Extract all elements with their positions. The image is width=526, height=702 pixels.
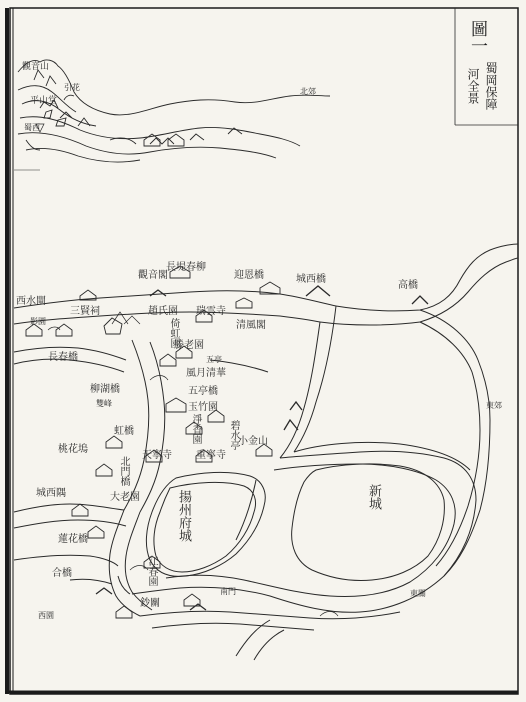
- label-beijiao: 北郊: [300, 87, 316, 96]
- label-dalao: 大老園: [110, 492, 140, 503]
- label-yinghuan: 迎恩橋: [234, 270, 264, 281]
- label-sanxiangmiao: 三賢祠: [70, 306, 100, 317]
- label-nanmen: 南門: [220, 587, 236, 596]
- label-wuting-bridge: 五亭: [206, 355, 222, 364]
- label-taohua: 桃花塢: [58, 444, 88, 455]
- label-liuhu-bridge: 柳湖橋: [90, 384, 120, 395]
- label-bishui: 碧水亭: [228, 420, 239, 450]
- label-qingfeng: 清風閣: [236, 320, 266, 331]
- buildings: [26, 134, 280, 618]
- label-xincheng: 新城: [366, 484, 381, 510]
- label-tianning: 天寧寺: [142, 450, 172, 461]
- label-guantangyu: 觀音閣: [138, 270, 168, 281]
- label-yuzhu: 玉竹園: [188, 402, 218, 413]
- label-chongning: 重寧寺: [196, 450, 226, 461]
- hill-marks: [48, 312, 338, 616]
- label-shanxi: 城西隅: [36, 488, 66, 499]
- label-wufeng: 五亭橋: [188, 386, 218, 397]
- label-mountain-hall: 平山堂: [30, 96, 58, 106]
- figure-label: 圖一: [467, 20, 487, 54]
- label-chuanguan: 鈔關: [140, 598, 160, 609]
- label-zhanghuan: 趙氏園: [148, 306, 178, 317]
- label-shuxi: 蜀西: [24, 123, 40, 132]
- label-ruiyun: 瑞雲寺: [196, 306, 226, 317]
- mountain-scene: [18, 60, 330, 162]
- label-xiyuan: 西園: [38, 611, 54, 620]
- title-right: 蜀岡保障: [484, 62, 498, 110]
- label-bridge-left: 倚虹園: [168, 318, 179, 348]
- label-jingxiang: 淨香園: [190, 414, 201, 444]
- label-yangzhou-fucheng: 揚州府城: [176, 490, 191, 542]
- label-dongjiao: 東郊: [486, 401, 502, 410]
- label-fengyue: 風月清華: [186, 368, 226, 379]
- label-changchun: 長春橋: [48, 352, 78, 363]
- label-gaoqiao: 高橋: [398, 280, 418, 291]
- label-dongguan: 東關: [410, 589, 426, 598]
- label-tenglao: 滕老園: [174, 340, 204, 351]
- label-shuangfeng: 雙峰: [96, 399, 112, 408]
- page-border: [10, 8, 518, 694]
- label-jinshan: 小金山: [238, 436, 268, 447]
- label-yinhua: 引花: [64, 83, 80, 92]
- title-left: 河全景: [466, 68, 480, 104]
- label-xishui: 西水閘: [16, 296, 46, 307]
- label-mountain-top: 觀音山: [22, 62, 50, 72]
- label-lianhua: 蓮花橋: [58, 534, 88, 545]
- label-chengxi: 城西橋: [296, 274, 326, 285]
- label-jiangchun: 江春園: [146, 556, 157, 586]
- label-heqiao: 合橋: [52, 568, 72, 579]
- label-tianshan: 長堤春柳: [166, 262, 206, 273]
- label-beimen: 北門橋: [118, 456, 129, 486]
- label-yinxi: 影園: [30, 317, 46, 326]
- label-hongqiao: 虹橋: [114, 426, 134, 437]
